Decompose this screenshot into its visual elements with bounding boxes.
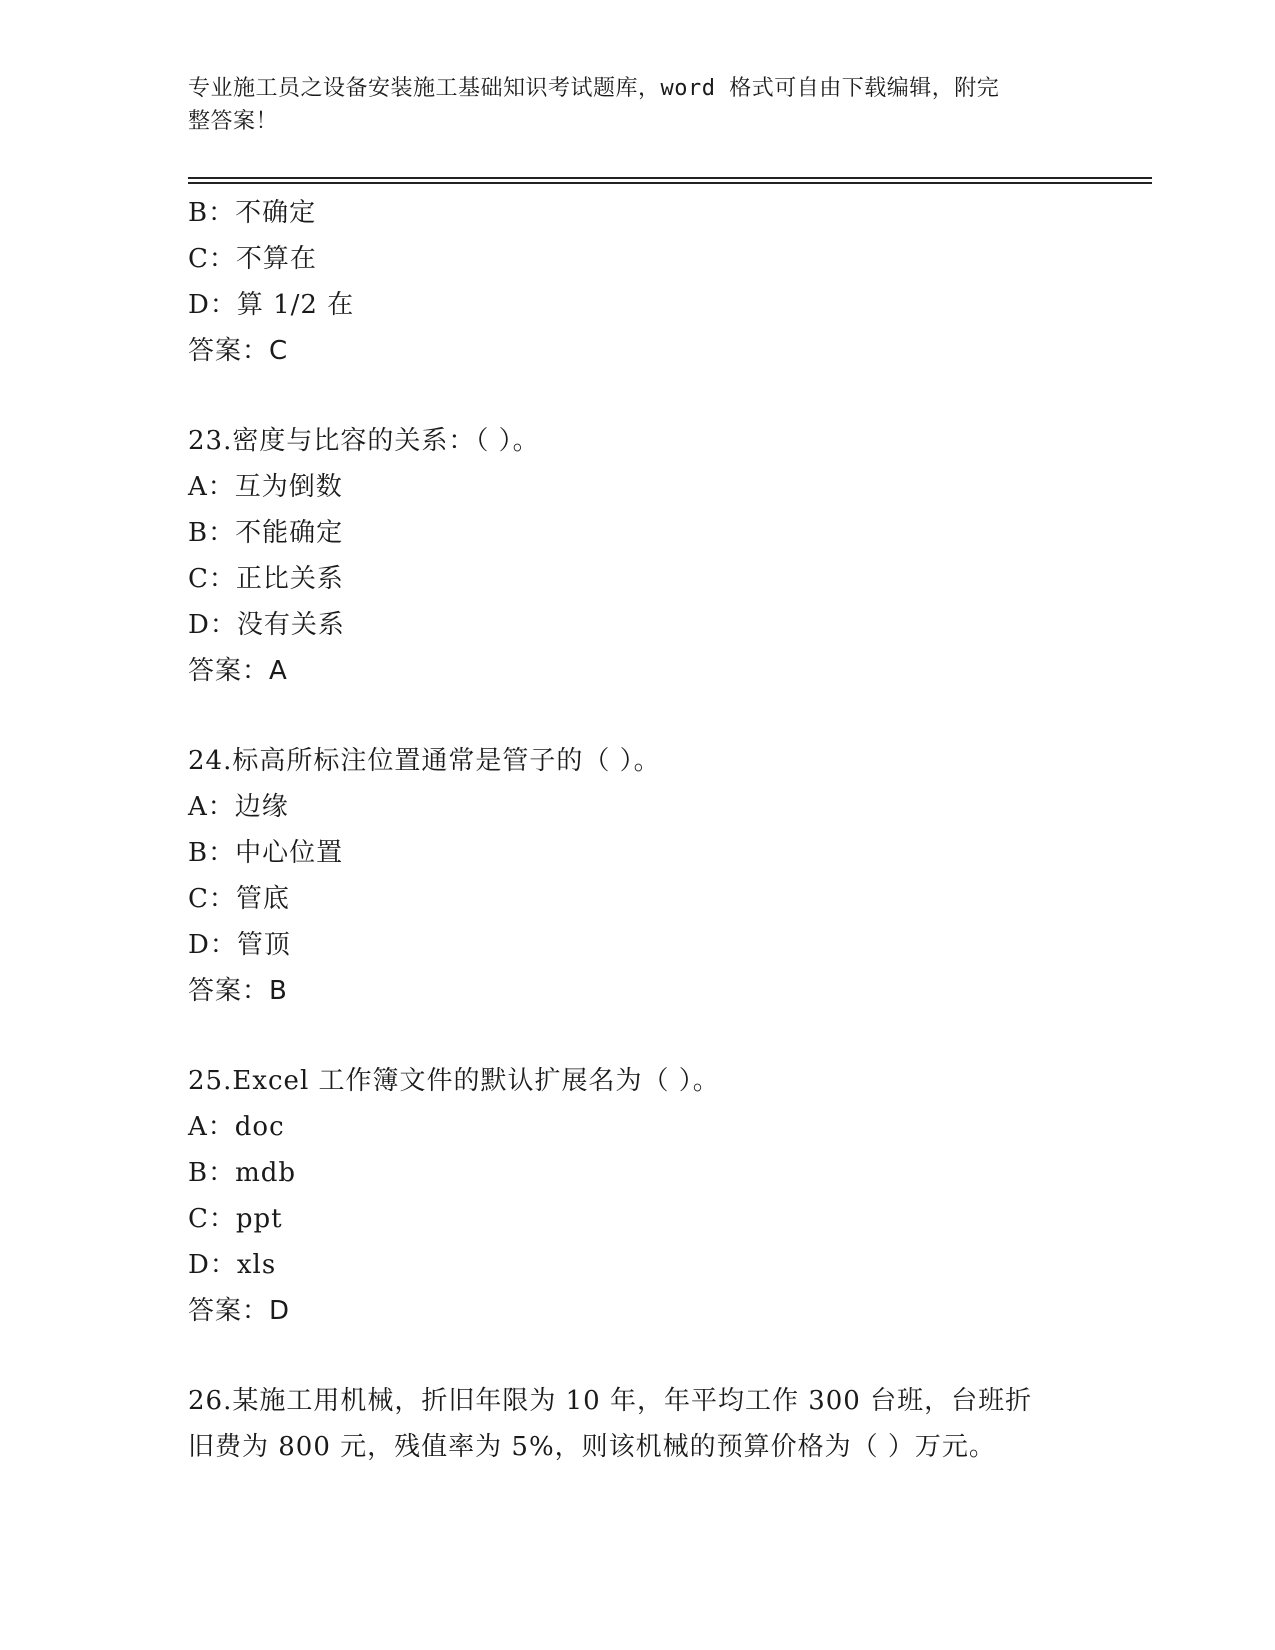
option-b: B：不确定 [188, 198, 317, 228]
question-26 [188, 1378, 1068, 1470]
question-22-fragment [188, 190, 1088, 374]
question-23 [188, 418, 1088, 694]
option-b: B：不能确定 [188, 518, 344, 548]
option-d: D：管顶 [188, 930, 291, 960]
option-d: D：没有关系 [188, 610, 345, 640]
header-line-2: 整答案！ [188, 109, 279, 134]
question-list [188, 190, 1088, 1470]
question-24 [188, 738, 1088, 1014]
option-a: A：doc [188, 1112, 285, 1142]
option-b: B：中心位置 [188, 838, 344, 868]
document-header [188, 72, 1068, 138]
option-a: A：互为倒数 [188, 472, 343, 502]
option-b: B：mdb [188, 1158, 297, 1188]
answer: 答案：A [188, 656, 288, 686]
header-line-1: 专业施工员之设备安装施工基础知识考试题库，word 格式可自由下载编辑，附完 [188, 76, 1000, 101]
answer: 答案：D [188, 1296, 291, 1326]
question-25 [188, 1058, 1088, 1334]
question-text-line-1: 26.某施工用机械，折旧年限为 10 年，年平均工作 300 台班，台班折 [188, 1386, 1033, 1416]
option-c: C：管底 [188, 884, 290, 914]
question-text: 23.密度与比容的关系：（ ）。 [188, 426, 540, 456]
option-d: D：xls [188, 1250, 277, 1280]
question-text: 25.Excel 工作簿文件的默认扩展名为（ ）。 [188, 1066, 720, 1096]
answer: 答案：B [188, 976, 288, 1006]
question-text: 24.标高所标注位置通常是管子的（ ）。 [188, 746, 661, 776]
option-c: C：不算在 [188, 244, 317, 274]
option-c: C：ppt [188, 1204, 283, 1234]
option-c: C：正比关系 [188, 564, 344, 594]
question-text-line-2: 旧费为 800 元，残值率为 5%，则该机械的预算价格为（ ）万元。 [188, 1432, 996, 1462]
answer: 答案：C [188, 336, 289, 366]
option-a: A：边缘 [188, 792, 289, 822]
option-d: D：算 1/2 在 [188, 290, 355, 320]
header-divider-top [188, 177, 1152, 179]
header-divider-bottom [188, 182, 1152, 184]
